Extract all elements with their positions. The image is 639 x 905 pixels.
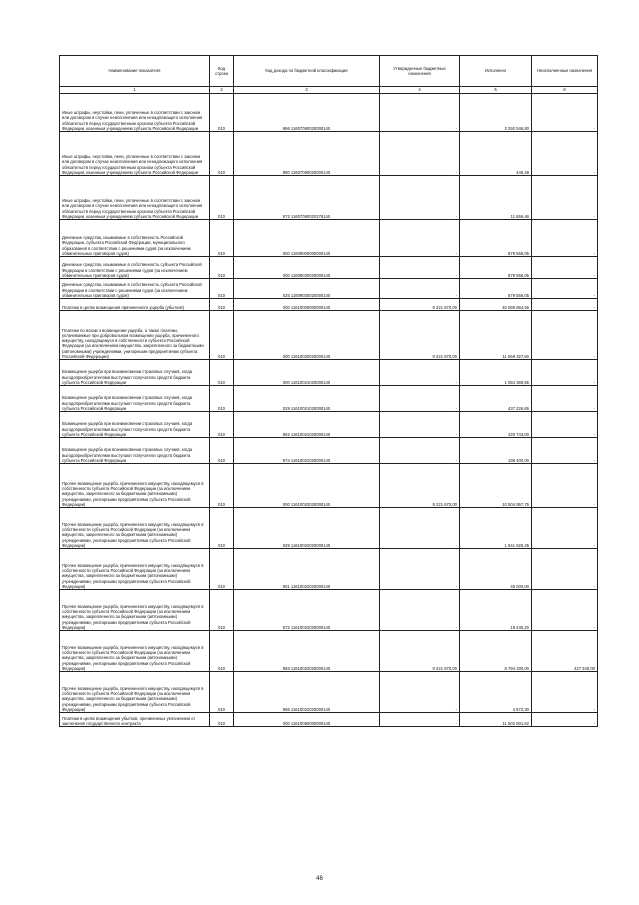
column-number: 1	[60, 87, 210, 94]
row-unexecuted: -	[532, 311, 598, 360]
row-approved: -	[380, 672, 460, 713]
row-code: 010	[210, 590, 234, 631]
row-unexecuted: -	[532, 464, 598, 508]
row-name: Иные штрафы, неустойки, пени, уплаченные в соответствии с законом или договором в случае неисполнения или ненадлежащего исполнения обязательств перед государственным органом субъекта Российской Федерации, казенным учреждением субъекта Российской Федерации	[60, 132, 210, 176]
row-executed: 437 226,65	[460, 386, 532, 412]
column-number: 5	[460, 87, 532, 94]
table-row	[60, 631, 598, 672]
row-name: Платежи по искам о возмещении ущерба, а также платежи, уплачиваемые при добровольном возмещении ущерба, причиненного имуществу, находящемуся в собственности субъекта Российской Федерации (за исключением имущества, закрепленного за бюджетными (автономными) учреждениями, унитарными предприятиями субъекта Российской Федерации)	[60, 311, 210, 360]
row-approved: 9 221 670,00	[380, 299, 460, 311]
column-number: 6	[532, 87, 598, 94]
row-approved: -	[380, 220, 460, 257]
row-unexecuted: -	[532, 220, 598, 257]
row-code: 010	[210, 257, 234, 279]
page-number: 46	[316, 876, 323, 882]
header-approved: Утвержденные бюджетные назначения	[380, 56, 460, 87]
row-executed: 40 069 664,56	[460, 299, 532, 311]
row-classification: 983 11610022020000140	[234, 631, 380, 672]
table-row	[60, 132, 598, 176]
row-name: Прочее возмещение ущерба, причиненного имуществу, находящемуся в собственности субъекта Российской Федерации (за исключением имущества, закрепленного за бюджетными (автономными) учреждениями, унитарными предприятиями субъекта Российской Федерации)	[60, 672, 210, 713]
row-executed: 11 559 327,60	[460, 311, 532, 360]
row-executed: 10 504 957,75	[460, 464, 532, 508]
row-code: 010	[210, 438, 234, 464]
row-executed: 1 641 626,25	[460, 508, 532, 549]
row-code: 010	[210, 508, 234, 549]
row-executed: 446,48	[460, 132, 532, 176]
table-row	[60, 549, 598, 590]
column-number-row	[60, 87, 598, 94]
row-name: Возмещение ущерба при возникновении страховых случаев, когда выгодоприобретателями выступают получатели средств бюджета субъекта Российской Федерации	[60, 360, 210, 386]
row-unexecuted: -	[532, 299, 598, 311]
row-name: Денежные средства, изымаемые в собственность субъекта Российской Федерации в соответствии с решениями судов (за исключением обвинительных приговоров судов)	[60, 279, 210, 299]
row-name: Возмещение ущерба при возникновении страховых случаев, когда выгодоприобретателями выступают получатели средств бюджета субъекта Российской Федерации	[60, 412, 210, 438]
row-code: 010	[210, 94, 234, 132]
row-name: Прочее возмещение ущерба, причиненного имуществу, находящемуся в собственности субъекта Российской Федерации (за исключением имущества, закрепленного за бюджетными (автономными) учреждениями, унитарными предприятиями субъекта Российской Федерации)	[60, 508, 210, 549]
row-name: Возмещение ущерба при возникновении страховых случаев, когда выгодоприобретателями выступают получатели средств бюджета субъекта Российской Федерации	[60, 386, 210, 412]
row-unexecuted: -	[532, 360, 598, 386]
row-executed: 19 435,20	[460, 590, 532, 631]
row-name: Платежи в целях возмещения причиненного ущерба (убытков)	[60, 299, 210, 311]
row-classification: 866 11607090020000140	[234, 94, 380, 132]
row-classification: 029 11610021020000140	[234, 386, 380, 412]
table-row	[60, 464, 598, 508]
header-unexecuted: Неисполненные назначения	[532, 56, 598, 87]
row-approved: 9 221 670,00	[380, 464, 460, 508]
row-code: 010	[210, 299, 234, 311]
row-name: Денежные средства, изымаемые в собственность Российской Федерации, субъекта Российской Федерации, муниципального образования в соответствии с решениями судов (за исключением обвинительных приговоров судов)	[60, 220, 210, 257]
row-classification: 000 11610020020000140	[234, 311, 380, 360]
row-unexecuted: -	[532, 412, 598, 438]
row-approved: -	[380, 590, 460, 631]
row-classification: 029 11610022020000140	[234, 508, 380, 549]
row-approved: -	[380, 257, 460, 279]
row-approved: -	[380, 549, 460, 590]
row-name: Прочее возмещение ущерба, причиненного имуществу, находящемуся в собственности субъекта Российской Федерации (за исключением имущества, закрепленного за бюджетными (автономными) учреждениями, унитарными предприятиями субъекта Российской Федерации)	[60, 590, 210, 631]
row-name: Прочее возмещение ущерба, причиненного имуществу, находящемуся в собственности субъекта Российской Федерации (за исключением имущества, закрепленного за бюджетными (автономными) учреждениями, унитарными предприятиями субъекта Российской Федерации)	[60, 549, 210, 590]
row-name: Прочее возмещение ущерба, причиненного имуществу, находящемуся в собственности субъекта Российской Федерации (за исключением имущества, закрепленного за бюджетными (автономными) учреждениями, унитарными предприятиями субъекта Российской Федерации)	[60, 464, 210, 508]
row-approved: -	[380, 132, 460, 176]
column-number: 2	[210, 87, 234, 94]
row-classification: 000 11610050000000140	[234, 713, 380, 727]
table-row	[60, 311, 598, 360]
row-unexecuted: -	[532, 438, 598, 464]
header-name: Наименование показателя	[60, 56, 210, 87]
row-executed: 11 656,46	[460, 176, 532, 220]
row-code: 010	[210, 279, 234, 299]
row-approved: -	[380, 360, 460, 386]
row-classification: 872 11610022020000140	[234, 590, 380, 631]
row-code: 010	[210, 464, 234, 508]
row-code: 010	[210, 360, 234, 386]
table-row	[60, 220, 598, 257]
row-classification: 986 11610022020000140	[234, 672, 380, 713]
table-row	[60, 590, 598, 631]
row-unexecuted: -	[532, 279, 598, 299]
row-executed: 8 794 330,00	[460, 631, 532, 672]
table-row	[60, 94, 598, 132]
row-executed: 4 572,30	[460, 672, 532, 713]
row-executed: 420 743,00	[460, 412, 532, 438]
row-unexecuted: -	[532, 257, 598, 279]
table-row	[60, 438, 598, 464]
row-classification: 974 11610021020000140	[234, 438, 380, 464]
row-approved: -	[380, 412, 460, 438]
row-unexecuted: -	[532, 549, 598, 590]
row-code: 010	[210, 672, 234, 713]
table-row	[60, 412, 598, 438]
row-unexecuted: 427 340,00	[532, 631, 598, 672]
row-executed: 45 000,00	[460, 549, 532, 590]
row-classification: 025 11609030020000140	[234, 279, 380, 299]
row-name: Возмещение ущерба при возникновении страховых случаев, когда выгодоприобретателями выступают получатели средств бюджета субъекта Российской Федерации	[60, 438, 210, 464]
row-name: Денежные средства, изымаемые в собственность субъекта Российской Федерации в соответствии с решениями судов (за исключением обвинительных приговоров судов)	[60, 257, 210, 279]
row-code: 010	[210, 176, 234, 220]
table-row	[60, 672, 598, 713]
header-classification: Код дохода по бюджетной классификации	[234, 56, 380, 87]
row-classification: 000 11609000000000140	[234, 220, 380, 257]
table-row	[60, 176, 598, 220]
row-classification: 000 11609030020000140	[234, 257, 380, 279]
row-classification: 962 11610021020000140	[234, 412, 380, 438]
table-row	[60, 360, 598, 386]
row-name: Платежи в целях возмещения убытков, причиненных уклонением от заключения государственного контракта	[60, 713, 210, 727]
table-row	[60, 279, 598, 299]
row-code: 010	[210, 549, 234, 590]
row-classification: 801 11610022020000140	[234, 549, 380, 590]
row-code: 010	[210, 132, 234, 176]
column-number: 3	[234, 87, 380, 94]
header-row	[60, 56, 598, 87]
row-approved: 9 221 670,00	[380, 311, 460, 360]
row-approved: 9 221 670,00	[380, 631, 460, 672]
row-classification: 000 11610022020000140	[234, 464, 380, 508]
row-executed: 879 556,05	[460, 279, 532, 299]
table-row	[60, 713, 598, 727]
row-classification: 880 11607090020000140	[234, 132, 380, 176]
row-executed: 11 502 601,62	[460, 713, 532, 727]
table-row	[60, 257, 598, 279]
row-approved: -	[380, 508, 460, 549]
row-classification: 000 11610000000000140	[234, 299, 380, 311]
table-row	[60, 299, 598, 311]
row-classification: 000 11610021020000140	[234, 360, 380, 386]
row-classification: 972 11607090020376140	[234, 176, 380, 220]
row-unexecuted: -	[532, 176, 598, 220]
row-code: 010	[210, 631, 234, 672]
header-executed: Исполнено	[460, 56, 532, 87]
column-number: 4	[380, 87, 460, 94]
row-approved: -	[380, 713, 460, 727]
row-name: Иные штрафы, неустойки, пени, уплаченные в соответствии с законом или договором в случае неисполнения или ненадлежащего исполнения обязательств перед государственным органом субъекта Российской Федерации, казенным учреждением субъекта Российской Федерации	[60, 94, 210, 132]
row-unexecuted: -	[532, 132, 598, 176]
row-executed: 879 556,05	[460, 220, 532, 257]
row-executed: 1 054 369,65	[460, 360, 532, 386]
row-executed: 196 400,00	[460, 438, 532, 464]
row-approved: -	[380, 386, 460, 412]
table-body	[60, 94, 598, 727]
header-code: Код строки	[210, 56, 234, 87]
row-executed: 879 556,05	[460, 257, 532, 279]
row-name: Прочее возмещение ущерба, причиненного имуществу, находящемуся в собственности субъекта Российской Федерации (за исключением имущества, закрепленного за бюджетными (автономными) учреждениями, унитарными предприятиями субъекта Российской Федерации)	[60, 631, 210, 672]
row-unexecuted: -	[532, 713, 598, 727]
row-code: 010	[210, 386, 234, 412]
row-unexecuted: -	[532, 386, 598, 412]
row-approved: -	[380, 438, 460, 464]
row-approved: -	[380, 279, 460, 299]
row-code: 010	[210, 311, 234, 360]
row-name: Иные штрафы, неустойки, пени, уплаченные в соответствии с законом или договором в случае неисполнения или ненадлежащего исполнения обязательств перед государственным органом субъекта Российской Федерации, казенным учреждением субъекта Российской Федерации	[60, 176, 210, 220]
row-approved: -	[380, 176, 460, 220]
row-approved: -	[380, 94, 460, 132]
row-code: 010	[210, 713, 234, 727]
row-unexecuted: -	[532, 672, 598, 713]
row-unexecuted: -	[532, 508, 598, 549]
row-code: 010	[210, 220, 234, 257]
row-code: 010	[210, 412, 234, 438]
row-executed: 3 292 546,80	[460, 94, 532, 132]
table-row	[60, 386, 598, 412]
budget-execution-table	[59, 55, 598, 727]
row-unexecuted: -	[532, 590, 598, 631]
table-row	[60, 508, 598, 549]
row-unexecuted: -	[532, 94, 598, 132]
